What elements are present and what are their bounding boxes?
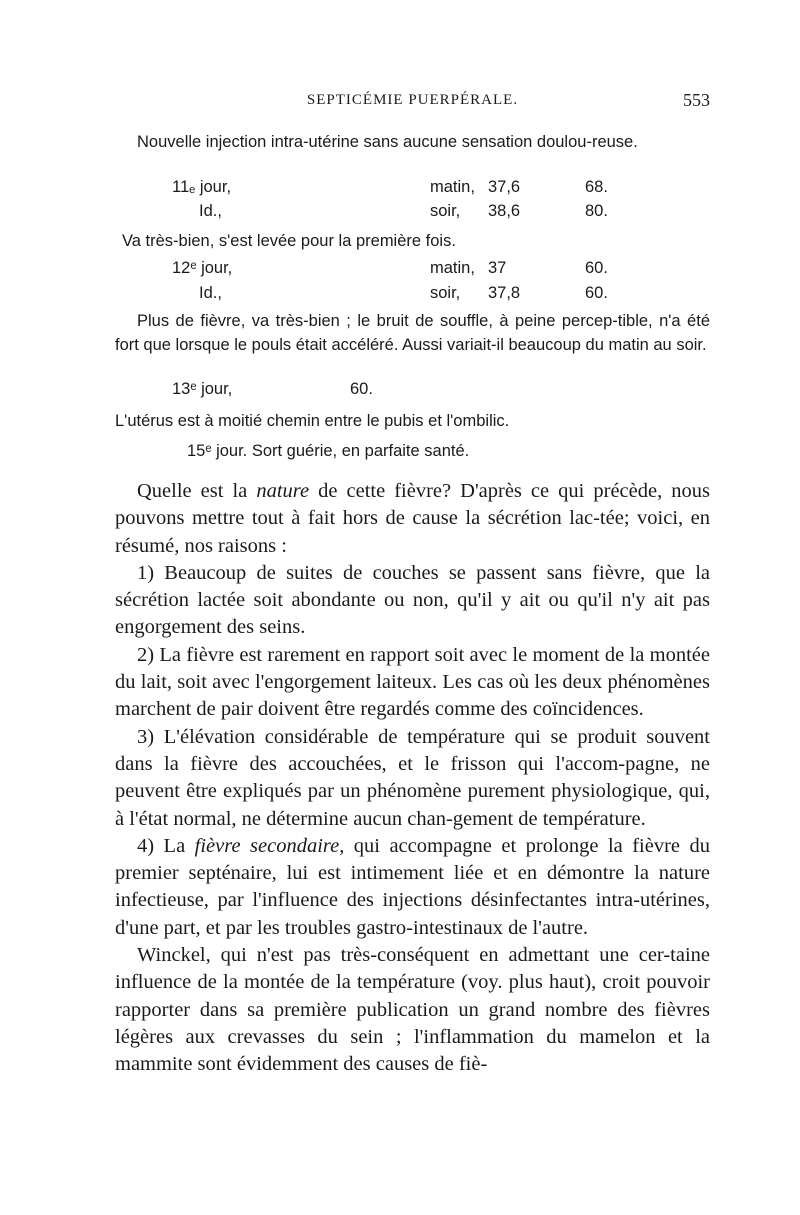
log-note-2: Va très-bien, s'est levée pour la première fois. (122, 232, 456, 250)
emphasis-nature: nature (256, 480, 310, 502)
log-time: matin, (430, 259, 475, 277)
page-header (115, 92, 710, 116)
log-day: 11ₑ jour, (172, 178, 232, 196)
log-time: soir, (430, 284, 461, 302)
paragraph-winckel: Winckel, qui n'est pas très-conséquent en admettant une cer-taine influence de la montée de la température (voy. plus haut), croit pouvoir rapporter dans sa première publication un grand nombre des fièvres légères aux crevasses du sein ; l'inflammation du mamelon et la mammite sont évidemment des causes de fiè- (115, 944, 710, 1076)
log-temperature: 37,8 (488, 284, 521, 302)
log-temperature: 37 (488, 259, 507, 277)
log-day: Id., (199, 284, 222, 302)
log-pulse: 60. (585, 284, 608, 302)
paragraph-reason-3: 3) L'élévation considérable de température qui se produit souvent dans la fièvre des accouchées, et le frisson qui l'accom-pagne, ne peuvent être expliqués par un phénomène purement physiologique, qui, à l'état normal, ne détermine aucun chan-gement de température. (115, 725, 710, 830)
emphasis-secondary-fever: fièvre secondaire, (194, 834, 345, 857)
log-pulse: 80. (585, 202, 608, 220)
log-note-4: L'utérus est à moitié chemin entre le pubis et l'ombilic. (115, 412, 510, 430)
log-day: Id., (199, 202, 222, 220)
log-row-day-13 (115, 380, 710, 404)
log-row-day-12 (115, 259, 710, 283)
log-row-day-12-evening (115, 284, 710, 308)
paragraph-question: Quelle est la nature de cette fièvre? D'après ce qui précède, nous pouvons mettre tout à fait hors de cause la sécrétion lac-tée; voici, en résumé, nos raisons : (115, 480, 710, 557)
log-note-5: 15ᵉ jour. Sort guérie, en parfaite santé. (187, 442, 470, 460)
paragraph-reason-2: 2) La fièvre est rarement en rapport soit avec le moment de la montée du lait, soit avec l'engorgement laiteux. Les cas où les deux phénomènes marchent de pair doivent être regardés comme des coïncidences. (115, 643, 710, 721)
paragraph-reason-1: 1) Beaucoup de suites de couches se passent sans fièvre, que la sécrétion lactée soit abondante ou non, qu'il y ait ou qu'il n'y ait pas engorgement des seins. (115, 561, 710, 639)
running-head: SEPTICÉMIE PUERPÉRALE. (306, 92, 519, 108)
log-time: soir, (430, 202, 461, 220)
log-row-day-11-evening (115, 202, 710, 226)
paragraph-reason-4: 4) La fièvre secondaire, qui accompagne et prolonge la fièvre du premier septénaire, lui est intimement liée et en démontre la nature infectieuse, par l'influence des injections désinfectantes intra-utérines, d'une part, et par les troubles gastro-intestinaux de l'autre. (115, 834, 710, 939)
log-note-3: Plus de fièvre, va très-bien ; le bruit de souffle, à peine percep-tible, n'a été fort que lorsque le pouls était accéléré. Aussi variait-il beaucoup du matin au soir. (115, 312, 710, 354)
log-note-1: Nouvelle injection intra-utérine sans aucune sensation doulou-reuse. (137, 133, 638, 151)
log-pulse: 60. (585, 259, 608, 277)
log-pulse: 60. (350, 380, 373, 398)
log-day: 13ᵉ jour, (172, 380, 233, 398)
log-temperature: 37,6 (488, 178, 521, 196)
main-text (115, 478, 710, 1079)
log-temperature: 38,6 (488, 202, 521, 220)
page-number: 553 (683, 90, 710, 110)
log-row-day-11 (115, 178, 710, 202)
log-day: 12ᵉ jour, (172, 259, 233, 277)
log-pulse: 68. (585, 178, 608, 196)
log-time: matin, (430, 178, 475, 196)
